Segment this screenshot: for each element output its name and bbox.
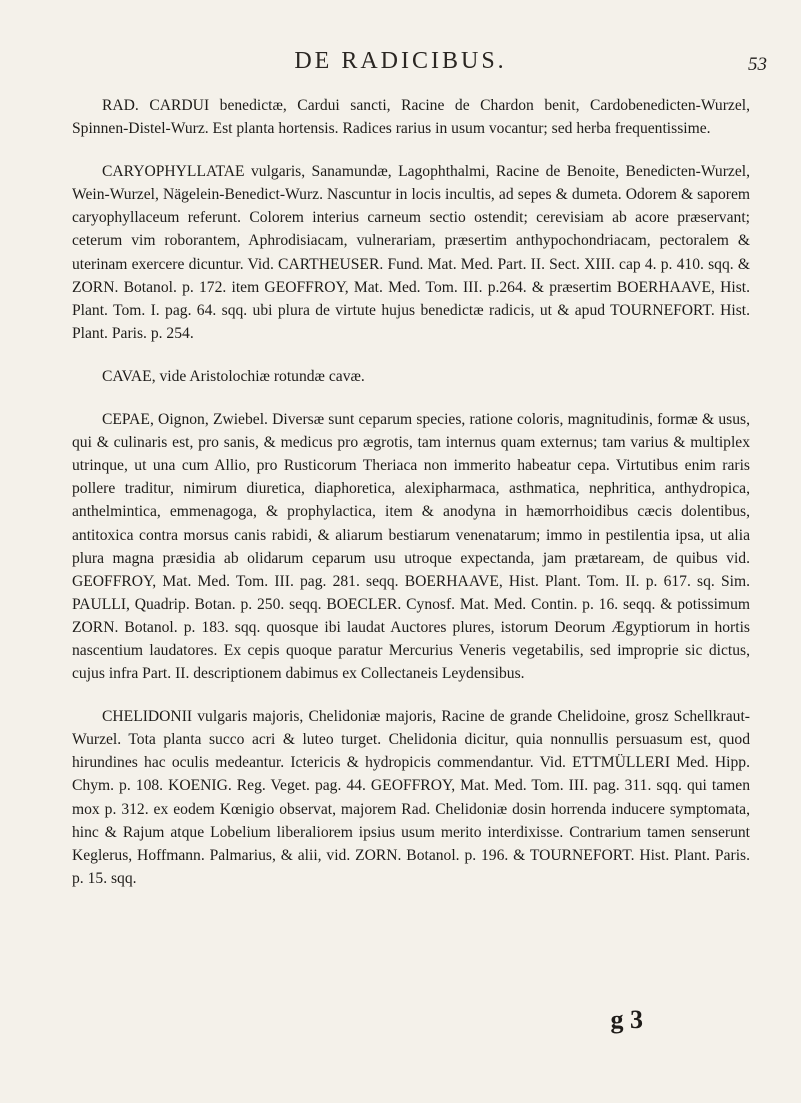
page-number: 53 (748, 54, 767, 75)
page-title: DE RADICIBUS. (294, 48, 507, 74)
running-head (0, 44, 801, 84)
entry-cepae: CEPAE, Oignon, Zwiebel. Diversæ sunt ceparum species, ratione coloris, magnitudinis, formæ & usus, qui & culinaris est, pro sanis, & medicus pro ægrotis, tam internus quam externus; tam varius & multiplex utrinque, ut una cum Allio, pro Rusticorum Theriaca non immerito habeatur cepa. Virtutibus enim raris pollere traditur, nimirum diuretica, diaphoretica, alexipharmaca, asthmatica, nephritica, anthydropica, anthelmintica, emmenagoga, & prophylactica, item & anodyna in hæmorrhoidibus cæcis dolentibus, antitoxica contra morsus canis rabidi, & aliarum bestiarum venenatarum; immo in pestilentia ipsa, ut alia plura magna præsidia ab olidarum ceparum usu utroque expectanda, jam prætaream, de quibus vid. GEOFFROY, Mat. Med. Tom. III. pag. 281. seqq. BOERHAAVE, Hist. Plant. Tom. II. p. 617. sq. Sim. PAULLI, Quadrip. Botan. p. 250. seqq. BOECLER. Cynosf. Mat. Med. Contin. p. 16. seqq. & potissimum ZORN. Botanol. p. 183. sqq. quosque ibi laudat Auctores plures, istorum Deorum Ægyptiorum in hortis nascentium laudatores. Ex cepis quoque paratur Mercurius Veneris vegetabilis, sed improprie sic dictus, cujus infra Part. II. descriptionem dabimus ex Collectaneis Leydensibus. (72, 411, 750, 683)
entry-chelidonii: CHELIDONII vulgaris majoris, Chelidoniæ majoris, Racine de grande Chelidoine, grosz Schellkraut-Wurzel. Tota planta succo acri & luteo turget. Chelidonia dicitur, quia nonnullis persuasum est, quod hirundines hac oculis medeantur. Ictericis & hydropicis commendantur. Vid. ETTMÜLLERI Med. Hipp. Chym. p. 108. KOENIG. Reg. Veget. pag. 44. GEOFFROY, Mat. Med. Tom. III. pag. 311. sqq. qui tamen mox p. 312. ex eodem Kœnigio observat, majorem Rad. Chelidoniæ dosin horrenda inducere symptomata, hinc & Rajum atque Lobelium liberaliorem ipsius usum merito interdixisse. Contrarium tamen senserunt Keglerus, Hoffmann. Palmarius, & alii, vid. ZORN. Botanol. p. 196. & TOURNEFORT. Hist. Plant. Paris. p. 15. sqq. (72, 708, 750, 887)
entry-caryophyllatae: CARYOPHYLLATAE vulgaris, Sanamundæ, Lagophthalmi, Racine de Benoite, Benedicten-Wurzel, Wein-Wurzel, Nägelein-Benedict-Wurz. Nascuntur in locis incultis, ad sepes & dumeta. Odorem & saporem caryophyllaceum referunt. Colorem interius carneum sectio ostendit; cerevisiam ab acore præservant; ceterum vim roborantem, Aphrodisiacam, vulnerariam, præsertim anthypochondriacam, pectoralem & uterinam exercere dicuntur. Vid. CARTHEUSER. Fund. Mat. Med. Part. II. Sect. XIII. cap 4. p. 410. sqq. & ZORN. Botanol. p. 172. item GEOFFROY, Mat. Med. Tom. III. p.264. & præsertim BOERHAAVE, Hist. Plant. Tom. I. pag. 64. sqq. ubi plura de virtute hujus benedictæ radicis, ut & apud TOURNEFORT. Hist. Plant. Paris. p. 254. (72, 163, 750, 342)
entry-cardui-benedictae: RAD. CARDUI benedictæ, Cardui sancti, Racine de Chardon benit, Cardobenedicten-Wurzel, Spinnen-Distel-Wurz. Est planta hortensis. Radices rarius in usum vocantur; sed herba frequentissime. (72, 97, 750, 138)
signature-mark: g 3 (610, 1005, 643, 1034)
entry-cavae: CAVAE, vide Aristolochiæ rotundæ cavæ. (102, 367, 365, 385)
body-text (72, 94, 750, 890)
